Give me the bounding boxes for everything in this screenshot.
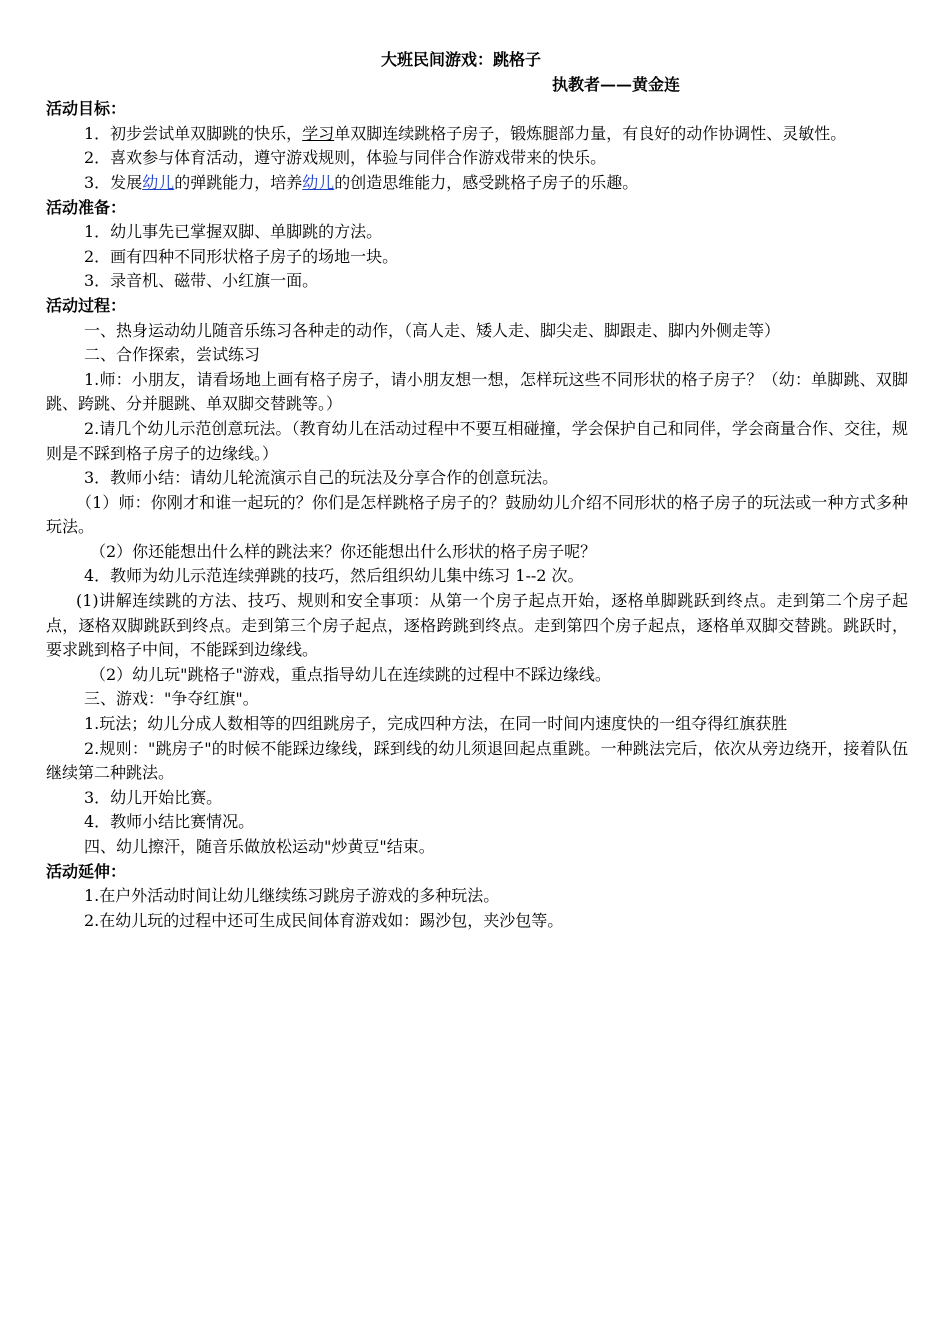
process-para-2: 二、合作探索，尝试练习 — [84, 345, 261, 365]
prep-item-3: 3．录音机、磁带、小红旗一面。 — [84, 271, 319, 291]
process-para-15: 4．教师小结比赛情况。 — [84, 812, 255, 832]
goal-1-link[interactable]: 学习 — [302, 123, 335, 143]
goal-3-link-1[interactable]: 幼儿 — [142, 172, 175, 192]
goal-item-3 — [46, 171, 908, 196]
process-para-12: 1.玩法；幼儿分成人数相等的四组跳房子，完成四种方法，在同一时间内速度快的一组夺得红旗获胜 — [84, 714, 788, 734]
extension-item-1: 1.在户外活动时间让幼儿继续练习跳房子游戏的多种玩法。 — [84, 886, 500, 906]
process-para-14: 3．幼儿开始比赛。 — [84, 787, 223, 807]
process-para-16: 四、幼儿擦汗，随音乐做放松运动"炒黄豆"结束。 — [84, 837, 435, 856]
process-para-6: （1）师：你刚才和谁一起玩的？你们是怎样跳格子房子的？鼓励幼儿介绍不同形状的格子房子的玩法或一种方式多种玩法。 — [46, 492, 908, 537]
goal-3-text-mid: 的弹跳能力，培养 — [174, 172, 303, 192]
extension-heading: 活动延伸： — [46, 861, 127, 881]
prep-item-1: 1．幼儿事先已掌握双脚、单脚跳的方法。 — [84, 222, 383, 242]
process-para-9: (1)讲解连续跳的方法、技巧、规则和安全事项：从第一个房子起点开始，逐格单脚跳跃到终点。走到第二个房子起点，逐格双脚跳跃到终点。走到第三个房子起点，逐格跨跳到终点。走到第四个房子起点，逐格单双脚交替跳。跳跃时，要求跳到格子中间，不能踩到边缘线。 — [46, 591, 908, 660]
process-para-1: 一、热身运动幼儿随音乐练习各种走的动作，（高人走、矮人走、脚尖走、脚跟走、脚内外侧走等） — [84, 320, 781, 340]
process-para-13: 2.规则："跳房子"的时候不能踩边缘线，踩到线的幼儿须退回起点重跳。一种跳法完后，依次从旁边绕开，接着队伍继续第二种跳法。 — [46, 738, 908, 783]
extension-item-2: 2.在幼儿玩的过程中还可生成民间体育游戏如：踢沙包，夹沙包等。 — [84, 910, 564, 930]
goal-item-1 — [46, 122, 908, 147]
goal-3-text-end: 的创造思维能力，感受跳格子房子的乐趣。 — [334, 172, 639, 192]
goal-1-text-start: 1．初步尝试单双脚跳的快乐， — [84, 123, 303, 143]
document-title: 大班民间游戏：跳格子 — [381, 50, 542, 69]
process-para-10: （2）幼儿玩"跳格子"游戏，重点指导幼儿在连续跳的过程中不踩边缘线。 — [90, 664, 611, 684]
process-para-11: 三、游戏："争夺红旗"。 — [84, 689, 259, 709]
document-author: 执教者——黄金连 — [552, 74, 681, 94]
document-page — [46, 48, 908, 933]
process-para-4: 2.请几个幼儿示范创意玩法。（教育幼儿在活动过程中不要互相碰撞，学会保护自己和同伴，学会商量合作、交往，规则是不踩到格子房子的边缘线。） — [46, 418, 908, 463]
process-para-3: 1.师：小朋友，请看场地上画有格子房子，请小朋友想一想，怎样玩这些不同形状的格子房子？（幼：单脚跳、双脚跳、跨跳、分并腿跳、单双脚交替跳等。） — [46, 369, 908, 414]
goal-3-text-start: 3．发展 — [84, 172, 143, 192]
prep-heading: 活动准备： — [46, 197, 127, 217]
process-para-7: （2）你还能想出什么样的跳法来？你还能想出什么形状的格子房子呢？ — [90, 541, 597, 561]
goals-heading: 活动目标： — [46, 99, 127, 119]
process-para-5: 3．教师小结：请幼儿轮流演示自己的玩法及分享合作的创意玩法。 — [84, 468, 559, 488]
goal-1-text-end: 单双脚连续跳格子房子，锻炼腿部力量，有良好的动作协调性、灵敏性。 — [334, 123, 847, 143]
process-heading: 活动过程： — [46, 295, 127, 315]
prep-item-2: 2．画有四种不同形状格子房子的场地一块。 — [84, 246, 399, 266]
goal-3-link-2[interactable]: 幼儿 — [302, 172, 335, 192]
goal-item-2: 2．喜欢参与体育活动，遵守游戏规则，体验与同伴合作游戏带来的快乐。 — [84, 148, 607, 168]
process-para-8: 4．教师为幼儿示范连续弹跳的技巧，然后组织幼儿集中练习 1--2 次。 — [84, 566, 584, 586]
